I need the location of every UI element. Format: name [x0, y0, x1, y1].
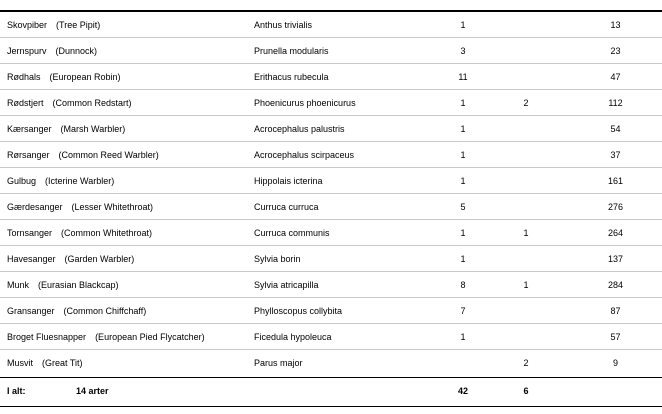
count-2 — [483, 38, 569, 64]
species-name-cell — [0, 220, 254, 246]
count-3: 13 — [569, 12, 662, 38]
count-1: 3 — [443, 38, 483, 64]
count-2 — [483, 298, 569, 324]
species-name-cell — [0, 90, 254, 116]
danish-name: Rødhals — [7, 71, 41, 82]
table-row — [0, 90, 662, 116]
danish-name: Gulbug — [7, 175, 37, 186]
count-1: 1 — [443, 246, 483, 272]
count-2: 2 — [523, 357, 529, 368]
count-2 — [483, 194, 569, 220]
count-2 — [483, 246, 569, 272]
latin-name: Sylvia borin — [254, 246, 443, 272]
count-3: 47 — [569, 64, 662, 90]
table-row — [0, 142, 662, 168]
latin-name: Acrocephalus scirpaceus — [254, 142, 443, 168]
danish-name: Rørsanger — [7, 149, 50, 160]
english-name: (Common Chiffchaff) — [63, 305, 147, 316]
count-1: 11 — [443, 64, 483, 90]
total-count-2: 6 — [523, 386, 529, 396]
count-3: 87 — [569, 298, 662, 324]
danish-name: Musvit — [7, 357, 34, 368]
total-count-1: 42 — [457, 386, 468, 396]
table-row — [0, 116, 662, 142]
count-3: 9 — [612, 357, 618, 368]
english-name: (Lesser Whitethroat) — [71, 201, 154, 212]
danish-name: Munk — [7, 279, 30, 290]
species-name-cell — [0, 142, 254, 168]
species-table — [0, 12, 662, 375]
latin-name: Parus major — [254, 357, 303, 368]
species-name-cell — [0, 194, 254, 220]
total-row — [0, 377, 662, 407]
count-1: 7 — [443, 298, 483, 324]
latin-name: Hippolais icterina — [254, 168, 443, 194]
danish-name: Broget Fluesnapper — [7, 331, 87, 342]
count-2 — [483, 168, 569, 194]
english-name: (Tree Pipit) — [56, 19, 101, 30]
count-1: 5 — [443, 194, 483, 220]
species-table-body — [0, 12, 662, 375]
count-1: 1 — [443, 12, 483, 38]
latin-name: Sylvia atricapilla — [254, 272, 443, 298]
species-name-cell — [0, 168, 254, 194]
count-2: 2 — [483, 90, 569, 116]
species-name-cell — [0, 116, 254, 142]
species-name-cell — [0, 246, 254, 272]
count-3: 37 — [569, 142, 662, 168]
count-3: 23 — [569, 38, 662, 64]
table-row — [0, 298, 662, 324]
count-1: 1 — [443, 220, 483, 246]
english-name: (Eurasian Blackcap) — [38, 279, 119, 290]
latin-name: Curruca curruca — [254, 194, 443, 220]
total-species-count: 14 arter — [76, 386, 109, 396]
table-row — [0, 38, 662, 64]
english-name: (European Pied Flycatcher) — [95, 331, 205, 342]
species-name-cell — [0, 38, 254, 64]
count-3: 112 — [569, 90, 662, 116]
count-1: 1 — [443, 324, 483, 350]
count-3: 54 — [569, 116, 662, 142]
count-1: 1 — [443, 142, 483, 168]
table-row — [0, 64, 662, 90]
table-row — [0, 220, 662, 246]
species-name-cell — [0, 298, 254, 324]
table-row — [0, 350, 662, 376]
english-name: (Icterine Warbler) — [45, 175, 115, 186]
count-1 — [443, 350, 483, 376]
danish-name: Jernspurv — [7, 45, 47, 56]
count-1: 1 — [443, 90, 483, 116]
danish-name: Rødstjert — [7, 97, 44, 108]
count-2 — [483, 142, 569, 168]
count-2: 1 — [483, 272, 569, 298]
count-2 — [483, 324, 569, 350]
latin-name: Ficedula hypoleuca — [254, 324, 443, 350]
count-2 — [483, 116, 569, 142]
english-name: (Marsh Warbler) — [60, 123, 126, 134]
latin-name: Acrocephalus palustris — [254, 116, 443, 142]
danish-name: Gærdesanger — [7, 201, 63, 212]
english-name: (Great Tit) — [42, 357, 83, 368]
latin-name: Phylloscopus collybita — [254, 298, 443, 324]
species-name-cell — [0, 272, 254, 298]
species-name-cell — [0, 64, 254, 90]
table-row — [0, 272, 662, 298]
english-name: (Common Whitethroat) — [61, 227, 153, 238]
count-3: 57 — [569, 324, 662, 350]
danish-name: Gransanger — [7, 305, 55, 316]
latin-name: Phoenicurus phoenicurus — [254, 90, 443, 116]
danish-name: Kærsanger — [7, 123, 52, 134]
latin-name: Prunella modularis — [254, 38, 443, 64]
count-1: 1 — [443, 116, 483, 142]
latin-name: Anthus trivialis — [254, 12, 443, 38]
table-row — [0, 12, 662, 38]
danish-name: Skovpiber — [7, 19, 48, 30]
count-2 — [483, 12, 569, 38]
count-3: 284 — [569, 272, 662, 298]
count-3: 276 — [569, 194, 662, 220]
count-3: 161 — [569, 168, 662, 194]
english-name: (Common Redstart) — [52, 97, 132, 108]
english-name: (Dunnock) — [55, 45, 98, 56]
table-row — [0, 194, 662, 220]
danish-name: Havesanger — [7, 253, 56, 264]
count-3: 137 — [569, 246, 662, 272]
latin-name: Curruca communis — [254, 220, 443, 246]
total-label: I alt: — [7, 386, 26, 396]
species-name-cell — [0, 324, 254, 350]
english-name: (European Robin) — [49, 71, 121, 82]
english-name: (Common Reed Warbler) — [58, 149, 159, 160]
table-row — [0, 168, 662, 194]
danish-name: Tornsanger — [7, 227, 53, 238]
count-1: 8 — [443, 272, 483, 298]
table-row — [0, 246, 662, 272]
species-name-cell — [0, 350, 254, 376]
count-1: 1 — [443, 168, 483, 194]
count-2 — [483, 64, 569, 90]
english-name: (Garden Warbler) — [64, 253, 135, 264]
species-name-cell — [0, 12, 254, 38]
latin-name: Erithacus rubecula — [254, 64, 443, 90]
count-2: 1 — [483, 220, 569, 246]
count-3: 264 — [569, 220, 662, 246]
table-row — [0, 324, 662, 350]
